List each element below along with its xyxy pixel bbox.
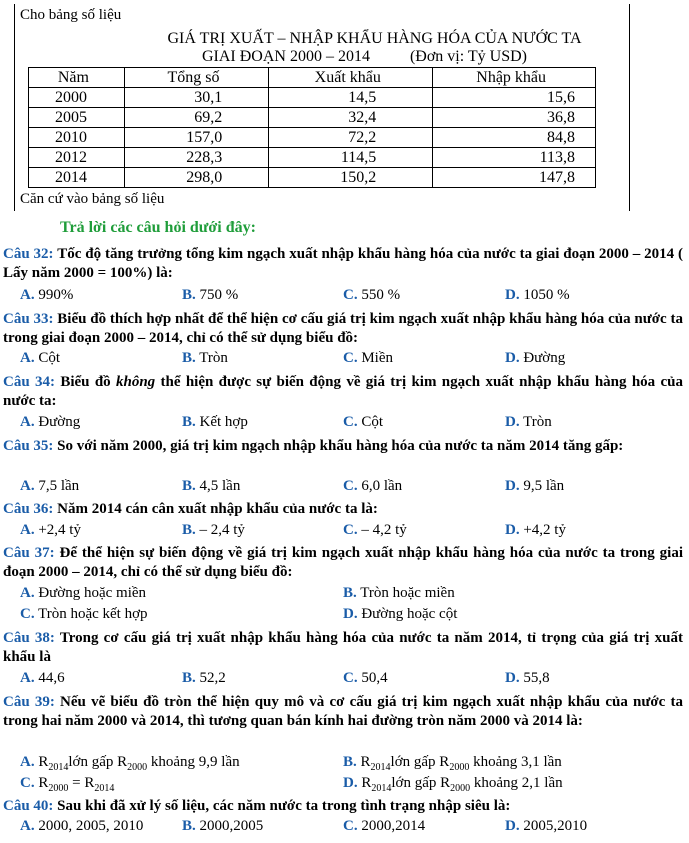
- table-cell: 84,8: [433, 128, 596, 148]
- table-cell: 36,8: [433, 108, 596, 128]
- q38-option-a[interactable]: A. 44,6: [20, 670, 65, 686]
- table-row: [29, 108, 596, 128]
- q35-option-d[interactable]: D. 9,5 lần: [505, 478, 565, 494]
- q33-option-c[interactable]: C. Miền: [343, 350, 394, 366]
- header-cell: Năm: [29, 68, 125, 88]
- table-cell: 15,6: [433, 88, 596, 108]
- q39-option-d[interactable]: D. $R_{2014}lớn$ gấp $R_{2000}$ khoảng 2,1 lần: [343, 775, 563, 794]
- question-text: Để thể hiện sự biến động về giá trị kim ngạch xuất nhập khẩu hàng hóa của nước ta trong giai đoạn 2000 – 2014, chỉ có thể sử dụng biểu đồ:: [3, 545, 684, 580]
- q36-option-c[interactable]: C. – 4,2 tỷ: [343, 522, 407, 538]
- table-row: [29, 88, 596, 108]
- q37-option-d[interactable]: D. Đường hoặc cột: [343, 606, 458, 622]
- table-header-row: [29, 68, 596, 88]
- q39-option-c[interactable]: C. $R_{2000} = R_{2014}$: [20, 775, 115, 794]
- table-cell: 228,3: [124, 148, 268, 168]
- q36-option-b[interactable]: B. – 2,4 tỷ: [182, 522, 245, 538]
- q32-option-d[interactable]: D. 1050 %: [505, 287, 570, 303]
- q33-option-a[interactable]: A. Cột: [20, 350, 61, 366]
- table-cell: 72,2: [269, 128, 433, 148]
- question-text: Năm 2014 cán cân xuất nhập khẩu của nước ta là:: [57, 501, 378, 517]
- q38-option-c[interactable]: C. 50,4: [343, 670, 388, 686]
- table-cell: 2014: [29, 168, 125, 188]
- question-34: Câu 34: Biểu đồ không thể hiện được sự biến động về giá trị kim ngạch xuất nhập khẩu hàng hóa của nước ta:: [3, 374, 683, 409]
- table-cell: 32,4: [269, 108, 433, 128]
- table-cell: 114,5: [269, 148, 433, 168]
- question-number: Câu 40:: [3, 798, 54, 814]
- q33-option-b[interactable]: B. Tròn: [182, 350, 228, 366]
- table-cell: 2010: [29, 128, 125, 148]
- header-cell: Xuất khẩu: [269, 68, 433, 88]
- emphasis: không: [116, 374, 156, 390]
- table-cell: 2012: [29, 148, 125, 168]
- data-table: [28, 67, 596, 188]
- table-cell: 14,5: [269, 88, 433, 108]
- question-number: Câu 36:: [3, 501, 54, 517]
- question-text: Nếu vẽ biểu đồ tròn thể hiện quy mô và cơ cấu giá trị kim ngạch xuất nhập khẩu của nước ta trong hai năm 2000 và 2014, thì tương quan bán kính hai đường tròn năm 2000 và 2014 là:: [3, 694, 683, 729]
- q37-option-b[interactable]: B. Tròn hoặc miền: [343, 585, 455, 601]
- q34-option-d[interactable]: D. Tròn: [505, 414, 552, 430]
- q35-option-b[interactable]: B. 4,5 lần: [182, 478, 241, 494]
- table-cell: 30,1: [124, 88, 268, 108]
- question-38: [3, 629, 683, 667]
- table-cell: 150,2: [269, 168, 433, 188]
- q38-option-d[interactable]: D. 55,8: [505, 670, 550, 686]
- q40-option-c[interactable]: C. 2000,2014: [343, 818, 426, 834]
- question-text: Trong cơ cấu giá trị xuất nhập khẩu hàng hóa của nước ta năm 2014, tỉ trọng của giá trị xuất khẩu là: [3, 630, 683, 665]
- question-number: Câu 38:: [3, 630, 55, 646]
- q39-option-b[interactable]: B. $R_{2014}lớn$ gấp $R_{2000}$ khoảng 3,1 lần: [343, 754, 562, 773]
- table-row: [29, 128, 596, 148]
- intro-text: Cho bảng số liệu: [20, 7, 122, 23]
- question-text: Sau khi đã xử lý số liệu, các năm nước ta trong tình trạng nhập siêu là:: [57, 798, 511, 814]
- q34-option-b[interactable]: B. Kết hợp: [182, 414, 248, 430]
- q32-option-b[interactable]: B. 750 %: [182, 287, 239, 303]
- table-row: [29, 168, 596, 188]
- question-37: [3, 544, 683, 582]
- table-cell: 2005: [29, 108, 125, 128]
- instruction: Trả lời các câu hỏi dưới đây:: [60, 219, 256, 236]
- q40-option-d[interactable]: D. 2005,2010: [505, 818, 588, 834]
- question-number: Câu 39:: [3, 694, 55, 710]
- question-number: Câu 32:: [3, 246, 54, 262]
- question-text: Tốc độ tăng trưởng tổng kim ngạch xuất nhập khẩu hàng hóa của nước ta giai đoạn 2000 – 2014 ( Lấy năm 2000 = 100%) là:: [3, 246, 683, 281]
- question-text: Biểu đồ thích hợp nhất để thể hiện cơ cấu giá trị kim ngạch xuất nhập khẩu hàng hóa của nước ta trong giai đoạn 2000 – 2014, chỉ có thể sử dụng biểu đồ:: [3, 311, 684, 346]
- question-number: Câu 35:: [3, 438, 54, 454]
- question-number: Câu 33:: [3, 311, 54, 327]
- q40-option-a[interactable]: A. 2000, 2005, 2010: [20, 818, 144, 834]
- table-cell: 157,0: [124, 128, 268, 148]
- question-40: [3, 797, 683, 816]
- q32-option-c[interactable]: C. 550 %: [343, 287, 401, 303]
- table-subtitle: [20, 48, 689, 66]
- q39-option-a[interactable]: A. $R_{2014}lớn$ gấp $R_{2000}$ khoảng 9,9 lần: [20, 754, 240, 773]
- q32-option-a[interactable]: A. 990%: [20, 287, 74, 303]
- q37-option-c[interactable]: C. Tròn hoặc kết hợp: [20, 606, 148, 622]
- table-cell: 2000: [29, 88, 125, 108]
- q35-option-a[interactable]: A. 7,5 lần: [20, 478, 80, 494]
- q38-option-b[interactable]: B. 52,2: [182, 670, 226, 686]
- q36-option-d[interactable]: D. +4,2 tỷ: [505, 522, 566, 538]
- q36-option-a[interactable]: A. +2,4 tỷ: [20, 522, 81, 538]
- table-title: GIÁ TRỊ XUẤT – NHẬP KHẨU HÀNG HÓA CỦA NƯỚC TA: [167, 30, 582, 47]
- question-39: [3, 693, 683, 731]
- q34-option-c[interactable]: C. Cột: [343, 414, 384, 430]
- unit: (Đơn vị: Tỷ USD): [409, 48, 528, 65]
- table-cell: 69,2: [124, 108, 268, 128]
- table-cell: 147,8: [433, 168, 596, 188]
- period: GIAI ĐOẠN 2000 – 2014: [201, 48, 370, 65]
- q40-option-b[interactable]: B. 2000,2005: [182, 818, 264, 834]
- question-text: So với năm 2000, giá trị kim ngạch nhập khẩu hàng hóa của nước ta năm 2014 tăng gấp:: [57, 438, 624, 454]
- table-row: [29, 148, 596, 168]
- question-number: Câu 37:: [3, 545, 55, 561]
- question-36: [3, 500, 683, 519]
- question-32: [3, 245, 683, 283]
- header-cell: Tổng số: [124, 68, 268, 88]
- basis-text: Căn cứ vào bảng số liệu: [20, 191, 165, 207]
- question-number: Câu 34:: [3, 374, 55, 390]
- q33-option-d[interactable]: D. Đường: [505, 350, 566, 366]
- question-35: [3, 437, 683, 456]
- question-33: [3, 310, 683, 348]
- header-cell: Nhập khẩu: [433, 68, 596, 88]
- table-cell: 298,0: [124, 168, 268, 188]
- q35-option-c[interactable]: C. 6,0 lần: [343, 478, 403, 494]
- q37-option-a[interactable]: A. Đường hoặc miền: [20, 585, 147, 601]
- table-cell: 113,8: [433, 148, 596, 168]
- q34-option-a[interactable]: A. Đường: [20, 414, 81, 430]
